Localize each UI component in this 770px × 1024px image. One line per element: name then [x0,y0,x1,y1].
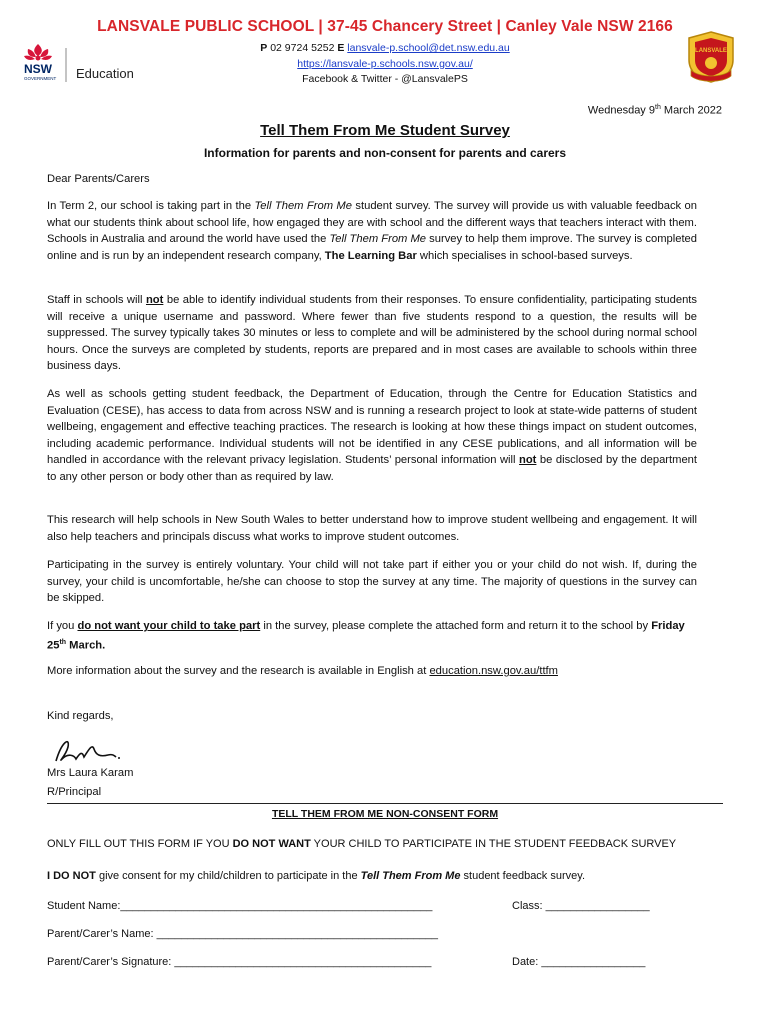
contact-line-social: Facebook & Twitter - @LansvalePS [302,73,468,85]
date-field[interactable]: Date: _________________ [512,956,646,968]
paragraph-opt-out: If you do not want your child to take part in the survey, please complete the attached form and return it to the school by Friday 25th March. [47,620,685,652]
ttfm-info-link[interactable]: education.nsw.gov.au/ttfm [429,665,558,677]
principal-signature [52,733,122,767]
parent-signature-field[interactable]: Parent/Carer’s Signature: __________________________________________ [47,956,432,968]
nsw-gov-text: GOVERNMENT [24,76,57,81]
nsw-logo-text: NSW [24,62,52,76]
paragraph-confidentiality: Staff in schools will not be able to identify individual students from their responses. To ensure confidentiality, participating students will receive a unique username and password. Where fewer than five students respond to a question, the results will be suppressed. The survey typically takes 30 minutes or less to complete and will be administered by the school during normal school hours. Once the surveys are completed by students, reports are prepared and in most cases are available to schools within three business days. [47,294,697,372]
paragraph-research: This research will help schools in New South Wales to better understand how to improve student wellbeing and engagement. It will also help teachers and principals discuss what works to improve student outcomes. [47,514,697,543]
paragraph-voluntary: Participating in the survey is entirely voluntary. Your child will not take part if either you or your child do not wish. If, during the survey, your child is uncomfortable, he/she can choose to stop the survey at any time. The majority of questions in the survey can be skipped. [47,559,697,604]
form-instruction: ONLY FILL OUT THIS FORM IF YOU DO NOT WANT YOUR CHILD TO PARTICIPATE IN THE STUDENT FEEDBACK SURVEY [47,838,677,850]
signer-name: Mrs Laura Karam [47,767,134,779]
survey-title: Tell Them From Me Student Survey [260,122,510,139]
consent-statement: I DO NOT give consent for my child/children to participate in the Tell Them From Me student feedback survey. [47,870,586,882]
contact-line-website [0,58,770,70]
email-link[interactable]: lansvale-p.school@det.nsw.edu.au [347,42,510,54]
paragraph-cese: As well as schools getting student feedback, the Department of Education, through the Centre for Education Statistics and Evaluation (CESE), has access to data from across NSW and is running a research project to look at state-wide patterns of student wellbeing, engagement and effective teaching practices. The research is looking at how these things impact on student outcomes, including academic performance. Individual students will not be identified in any CESE publications, and all information will be handled in accordance with the relevant privacy legislation. Students’ personal information will not be disclosed by the department to any other person or body other than as required by law. [47,388,697,483]
form-divider [47,803,723,804]
phone-number: 02 9724 5252 [270,42,335,54]
paragraph-term2: In Term 2, our school is taking part in the Tell Them From Me student survey. The survey will provide us with valuable feedback on what our students think about school life, how engaged they are with school and the different ways that teachers interact with them. Schools in Australia and around the world have used the Tell Them From Me survey to help them improve. The survey is completed online and is run by an independent research company, The Learning Bar which specialises in school-based surveys. [47,200,697,262]
signer-role: R/Principal [47,786,102,798]
survey-subtitle: Information for parents and non-consent for parents and carers [203,146,567,160]
paragraph-more-info: More information about the survey and the research is available in English at education.nsw.gov.au/ttfm [47,665,558,677]
school-header-title: LANSVALE PUBLIC SCHOOL | 37-45 Chancery Street | Canley Vale NSW 2166 [97,18,673,35]
parent-name-field[interactable]: Parent/Carer’s Name: ______________________________________________ [47,928,439,940]
website-link[interactable]: https://lansvale-p.schools.nsw.gov.au/ [297,58,473,70]
greeting: Dear Parents/Carers [47,173,150,185]
non-consent-form-title: TELL THEM FROM ME NON-CONSENT FORM [271,808,499,820]
education-logo-text: Education [76,66,134,81]
letter-date: Wednesday 9th March 2022 [587,104,722,117]
student-name-field[interactable]: Student Name:___________________________________________________ [47,900,433,912]
closing: Kind regards, [47,710,114,722]
contact-line-phone-email: P 02 9724 5252 E lansvale-p.school@det.nsw.edu.au [260,42,510,54]
class-field[interactable]: Class: _________________ [512,900,650,912]
crest-text: LANSVALE [695,48,727,54]
